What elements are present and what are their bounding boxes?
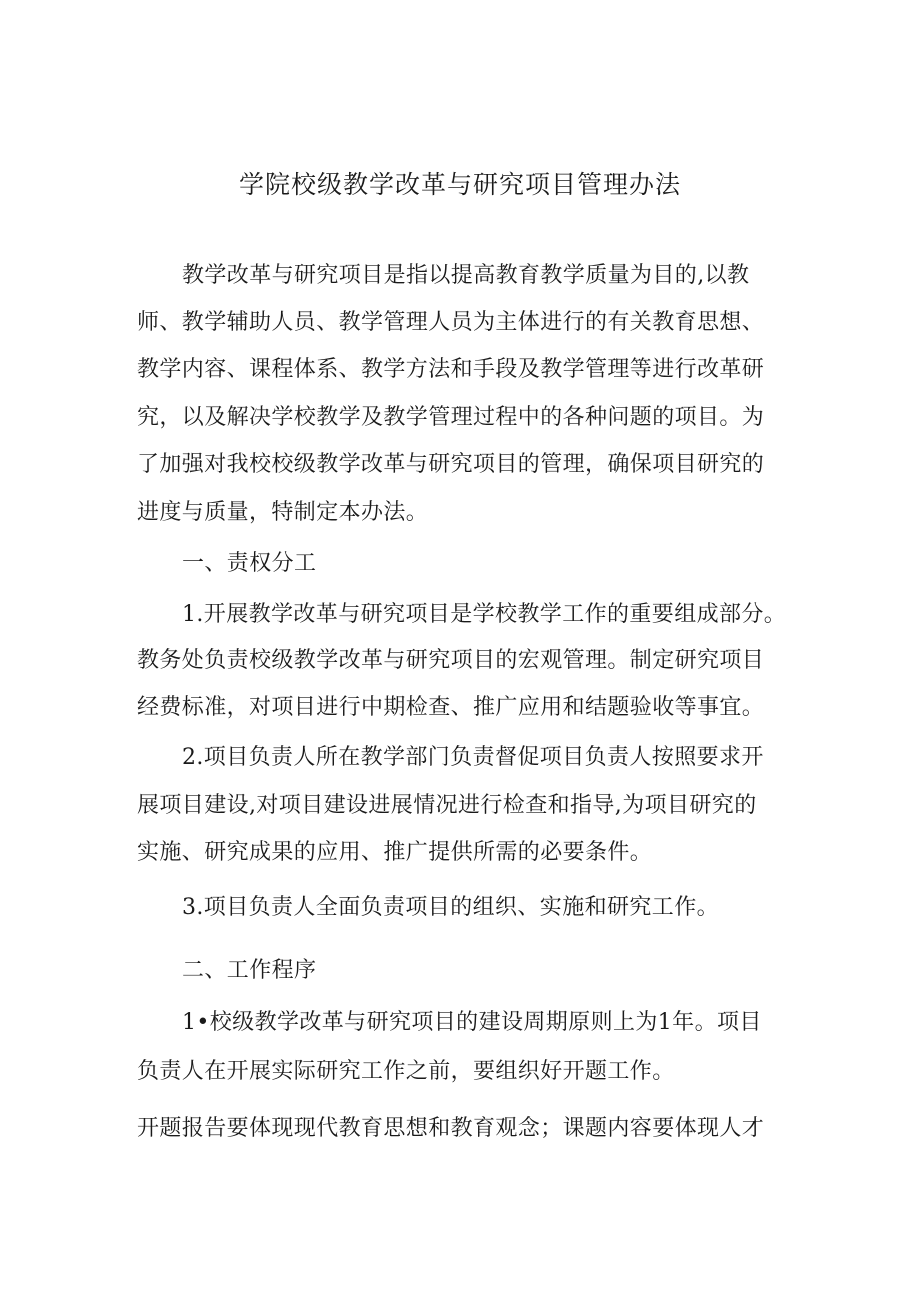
text-line: 教学内容、课程体系、教学方法和手段及教学管理等进行改革研 — [137, 357, 765, 382]
text-line: 教学改革与研究项目是指以提高教育教学质量为目的,以教 — [182, 263, 750, 288]
text-line: 2.项目负责人所在教学部门负责督促项目负责人按照要求开 — [182, 745, 764, 770]
text-line: 实施、研究成果的应用、推广提供所需的必要条件。 — [137, 840, 653, 865]
text-line: 教务处负责校级教学改革与研究项目的宏观管理。制定研究项目 — [137, 648, 765, 673]
text-line: 师、教学辅助人员、教学管理人员为主体进行的有关教育思想、 — [137, 310, 765, 335]
text-line: 开题报告要体现现代教育思想和教育观念；课题内容要体现人才 — [137, 1116, 765, 1141]
document-title: 学院校级教学改革与研究项目管理办法 — [238, 170, 681, 199]
text-line: 进度与质量，特制定本办法。 — [137, 500, 429, 525]
text-line: 展项目建设,对项目建设进展情况进行检查和指导,为项目研究的 — [137, 793, 757, 818]
text-line: 3.项目负责人全面负责项目的组织、实施和研究工作。 — [182, 895, 719, 920]
text-line: 1.开展教学改革与研究项目是学校教学工作的重要组成部分。 — [182, 602, 787, 627]
text-line: 究，以及解决学校教学及教学管理过程中的各种问题的项目。为 — [137, 405, 765, 430]
text-line: 经费标准，对项目进行中期检查、推广应用和结题验收等事宜。 — [137, 695, 765, 720]
section-heading: 二、工作程序 — [182, 958, 317, 983]
section-heading: 一、责权分工 — [182, 551, 317, 576]
text-line: 1•校级教学改革与研究项目的建设周期原则上为1年。项目 — [182, 1010, 762, 1035]
text-line: 了加强对我校校级教学改革与研究项目的管理，确保项目研究的 — [137, 452, 765, 477]
text-line: 负责人在开展实际研究工作之前，要组织好开题工作。 — [137, 1059, 675, 1084]
